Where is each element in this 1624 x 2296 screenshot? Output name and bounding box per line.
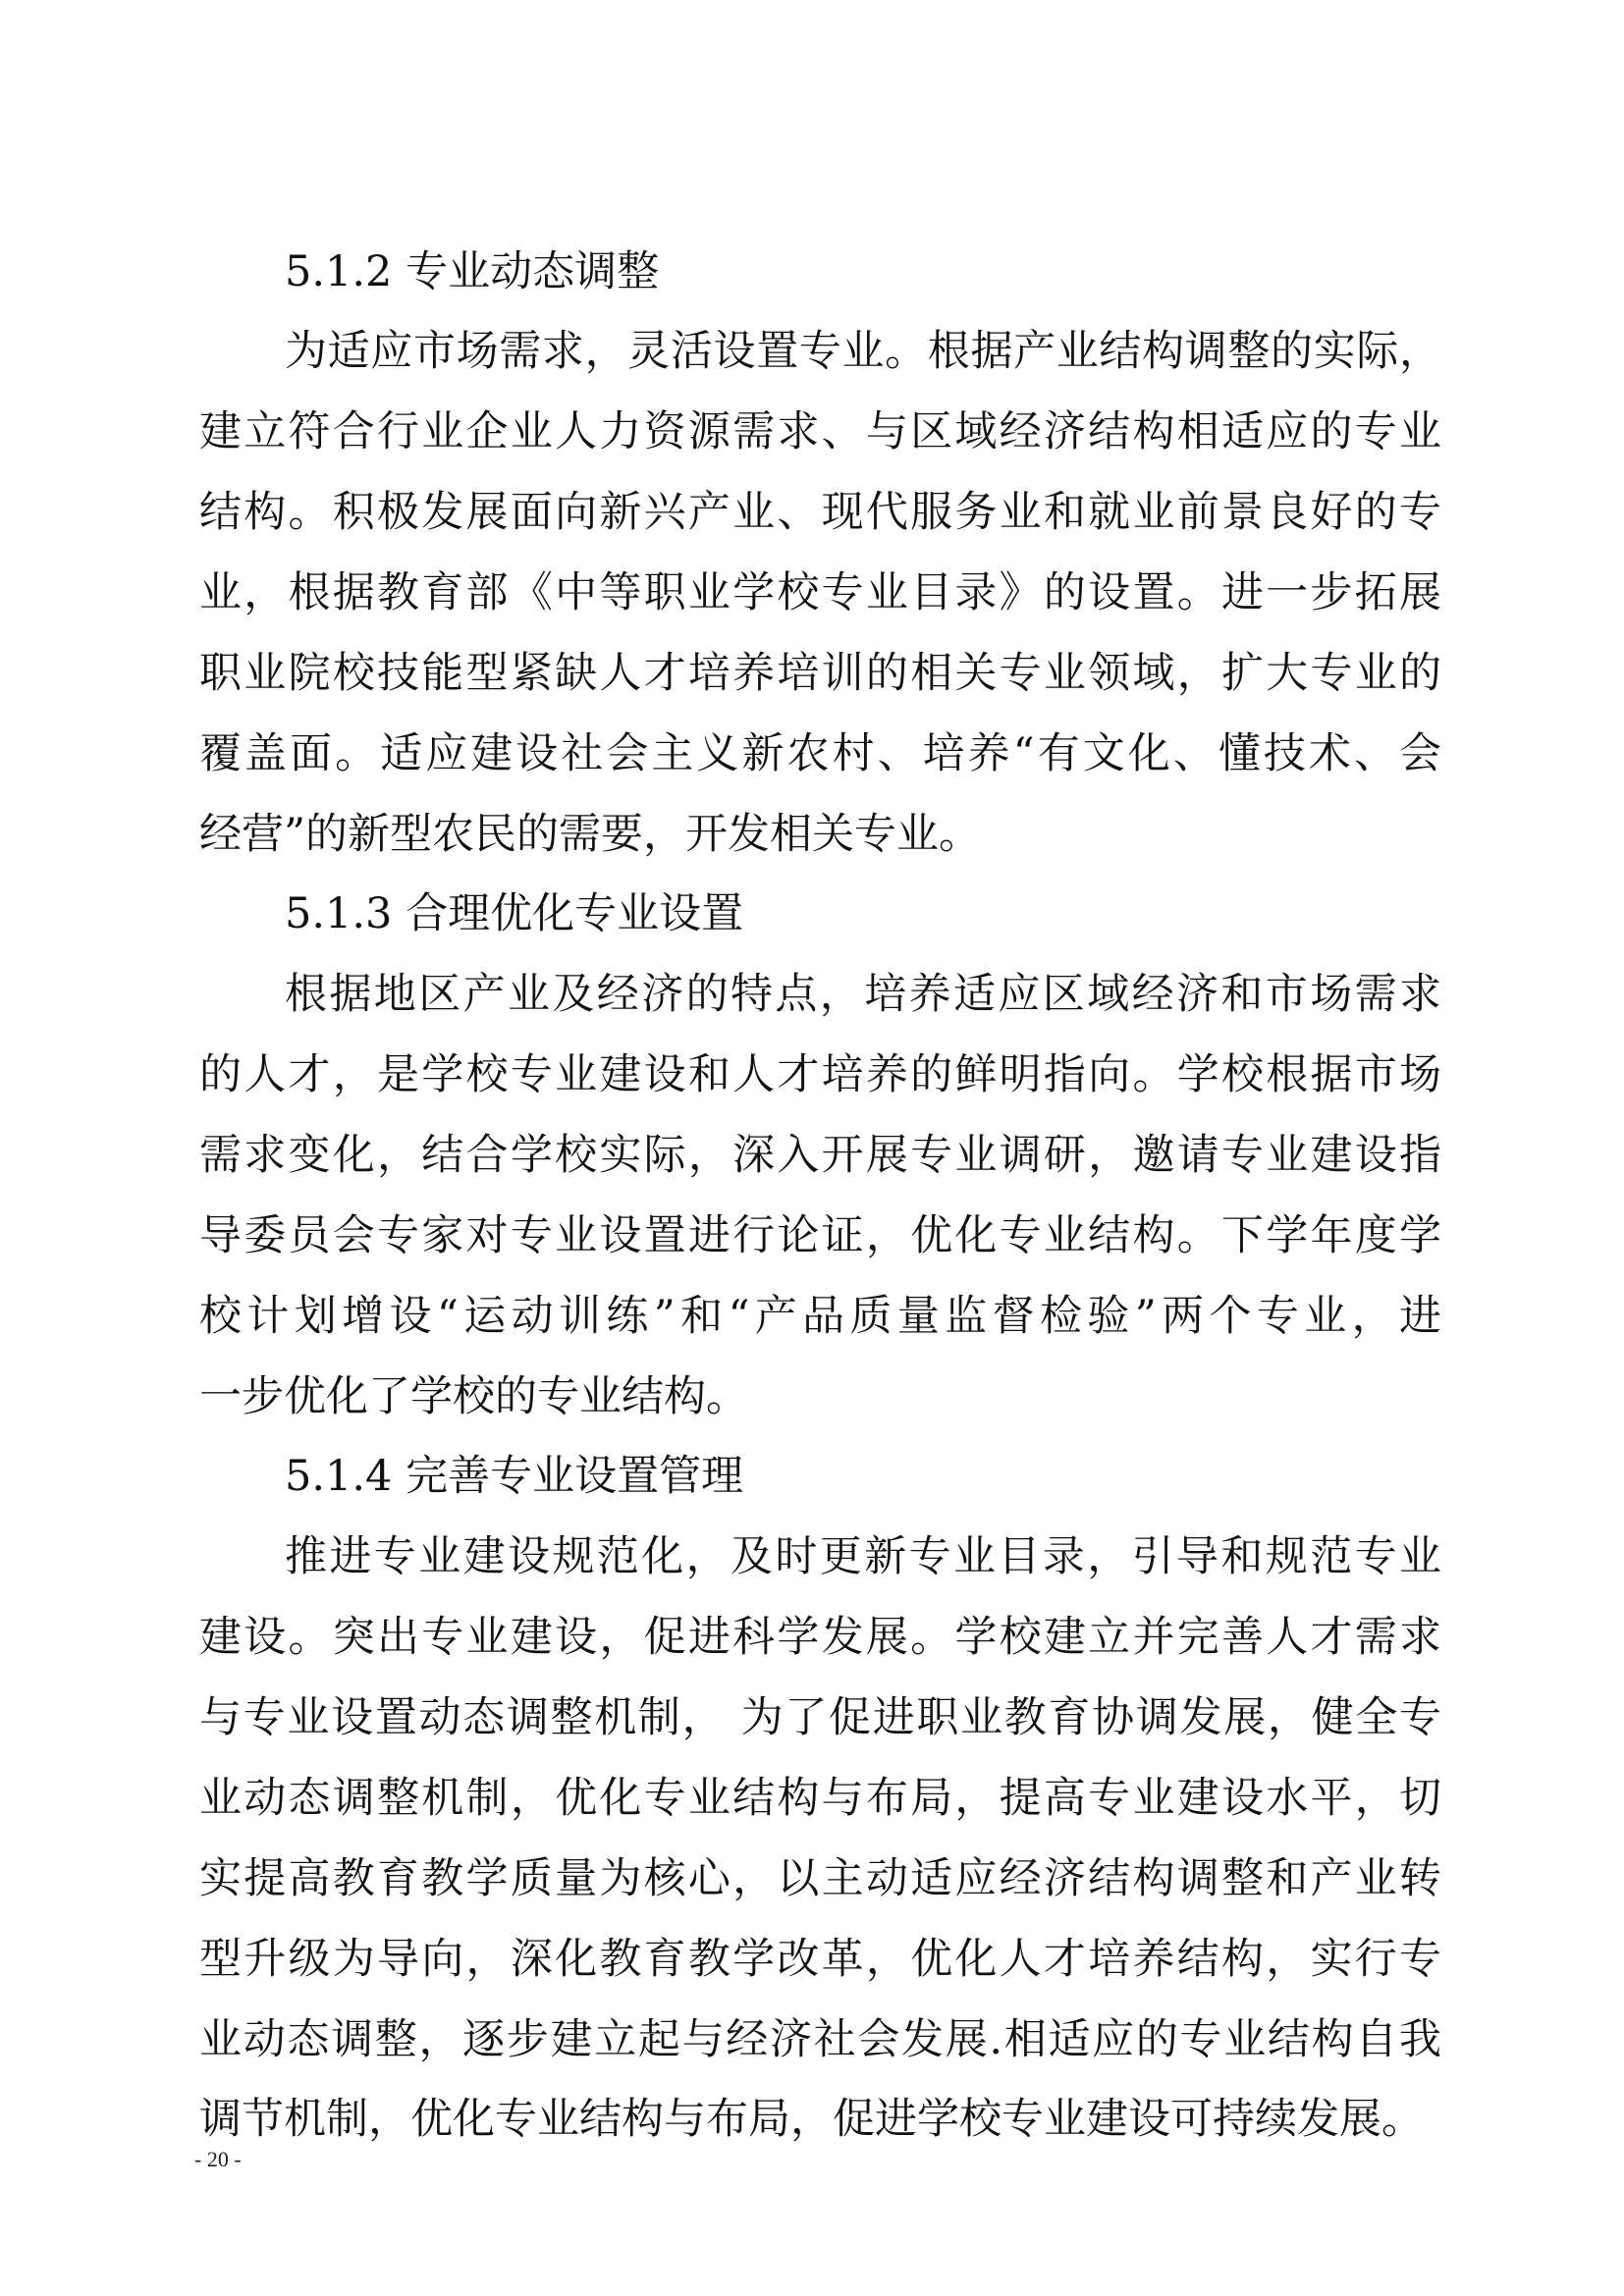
section-heading-5-1-3: 5.1.3 合理优化专业设置 xyxy=(285,889,744,938)
paragraph-line: 型升级为导向，深化教育教学改革，优化人才培养结构，实行专 xyxy=(199,1935,1441,1984)
paragraph-line: 业动态调整机制，优化专业结构与布局，提高专业建设水平，切 xyxy=(199,1774,1441,1823)
paragraph-line: 建立符合行业企业人力资源需求、与区域经济结构相适应的专业 xyxy=(199,407,1441,456)
paragraph-line: 业动态调整，逐步建立起与经济社会发展.相适应的专业结构自我 xyxy=(199,2015,1441,2064)
paragraph-line: 调节机制，优化专业结构与布局，促进学校专业建设可持续发展。 xyxy=(199,2095,1424,2144)
section-heading-5-1-2: 5.1.2 专业动态调整 xyxy=(285,247,660,296)
paragraph-line: 校计划增设“运动训练”和“产品质量监督检验”两个专业，进 xyxy=(199,1292,1441,1341)
paragraph-line: 建设。突出专业建设，促进科学发展。学校建立并完善人才需求 xyxy=(199,1613,1441,1662)
paragraph-line: 需求变化，结合学校实际，深入开展专业调研，邀请专业建设指 xyxy=(199,1131,1441,1180)
page-number: - 20 - xyxy=(194,2147,242,2171)
paragraph-line: 的人才，是学校专业建设和人才培养的鲜明指向。学校根据市场 xyxy=(199,1050,1441,1099)
paragraph-line: 导委员会专家对专业设置进行论证，优化专业结构。下学年度学 xyxy=(199,1211,1441,1260)
paragraph-line: 为适应市场需求，灵活设置专业。根据产业结构调整的实际， xyxy=(285,327,1441,376)
paragraph-line: 经营”的新型农民的需要，开发相关专业。 xyxy=(199,810,981,859)
paragraph-line: 与专业设置动态调整机制， 为了促进职业教育协调发展，健全专 xyxy=(199,1693,1441,1742)
paragraph-line: 业，根据教育部《中等职业学校专业目录》的设置。进一步拓展 xyxy=(199,568,1441,617)
paragraph-line: 结构。积极发展面向新兴产业、现代服务业和就业前景良好的专 xyxy=(199,488,1441,537)
paragraph-line: 推进专业建设规范化，及时更新专业目录，引导和规范专业 xyxy=(285,1532,1441,1581)
paragraph-line: 根据地区产业及经济的特点，培养适应区域经济和市场需求 xyxy=(285,970,1441,1019)
paragraph-line: 实提高教育教学质量为核心，以主动适应经济结构调整和产业转 xyxy=(199,1854,1441,1903)
paragraph-line: 一步优化了学校的专业结构。 xyxy=(199,1372,748,1421)
section-heading-5-1-4: 5.1.4 完善专业设置管理 xyxy=(285,1452,744,1501)
paragraph-line: 职业院校技能型紧缺人才培养培训的相关专业领域，扩大专业的 xyxy=(199,649,1441,698)
paragraph-line: 覆盖面。适应建设社会主义新农村、培养“有文化、懂技术、会 xyxy=(199,729,1441,778)
